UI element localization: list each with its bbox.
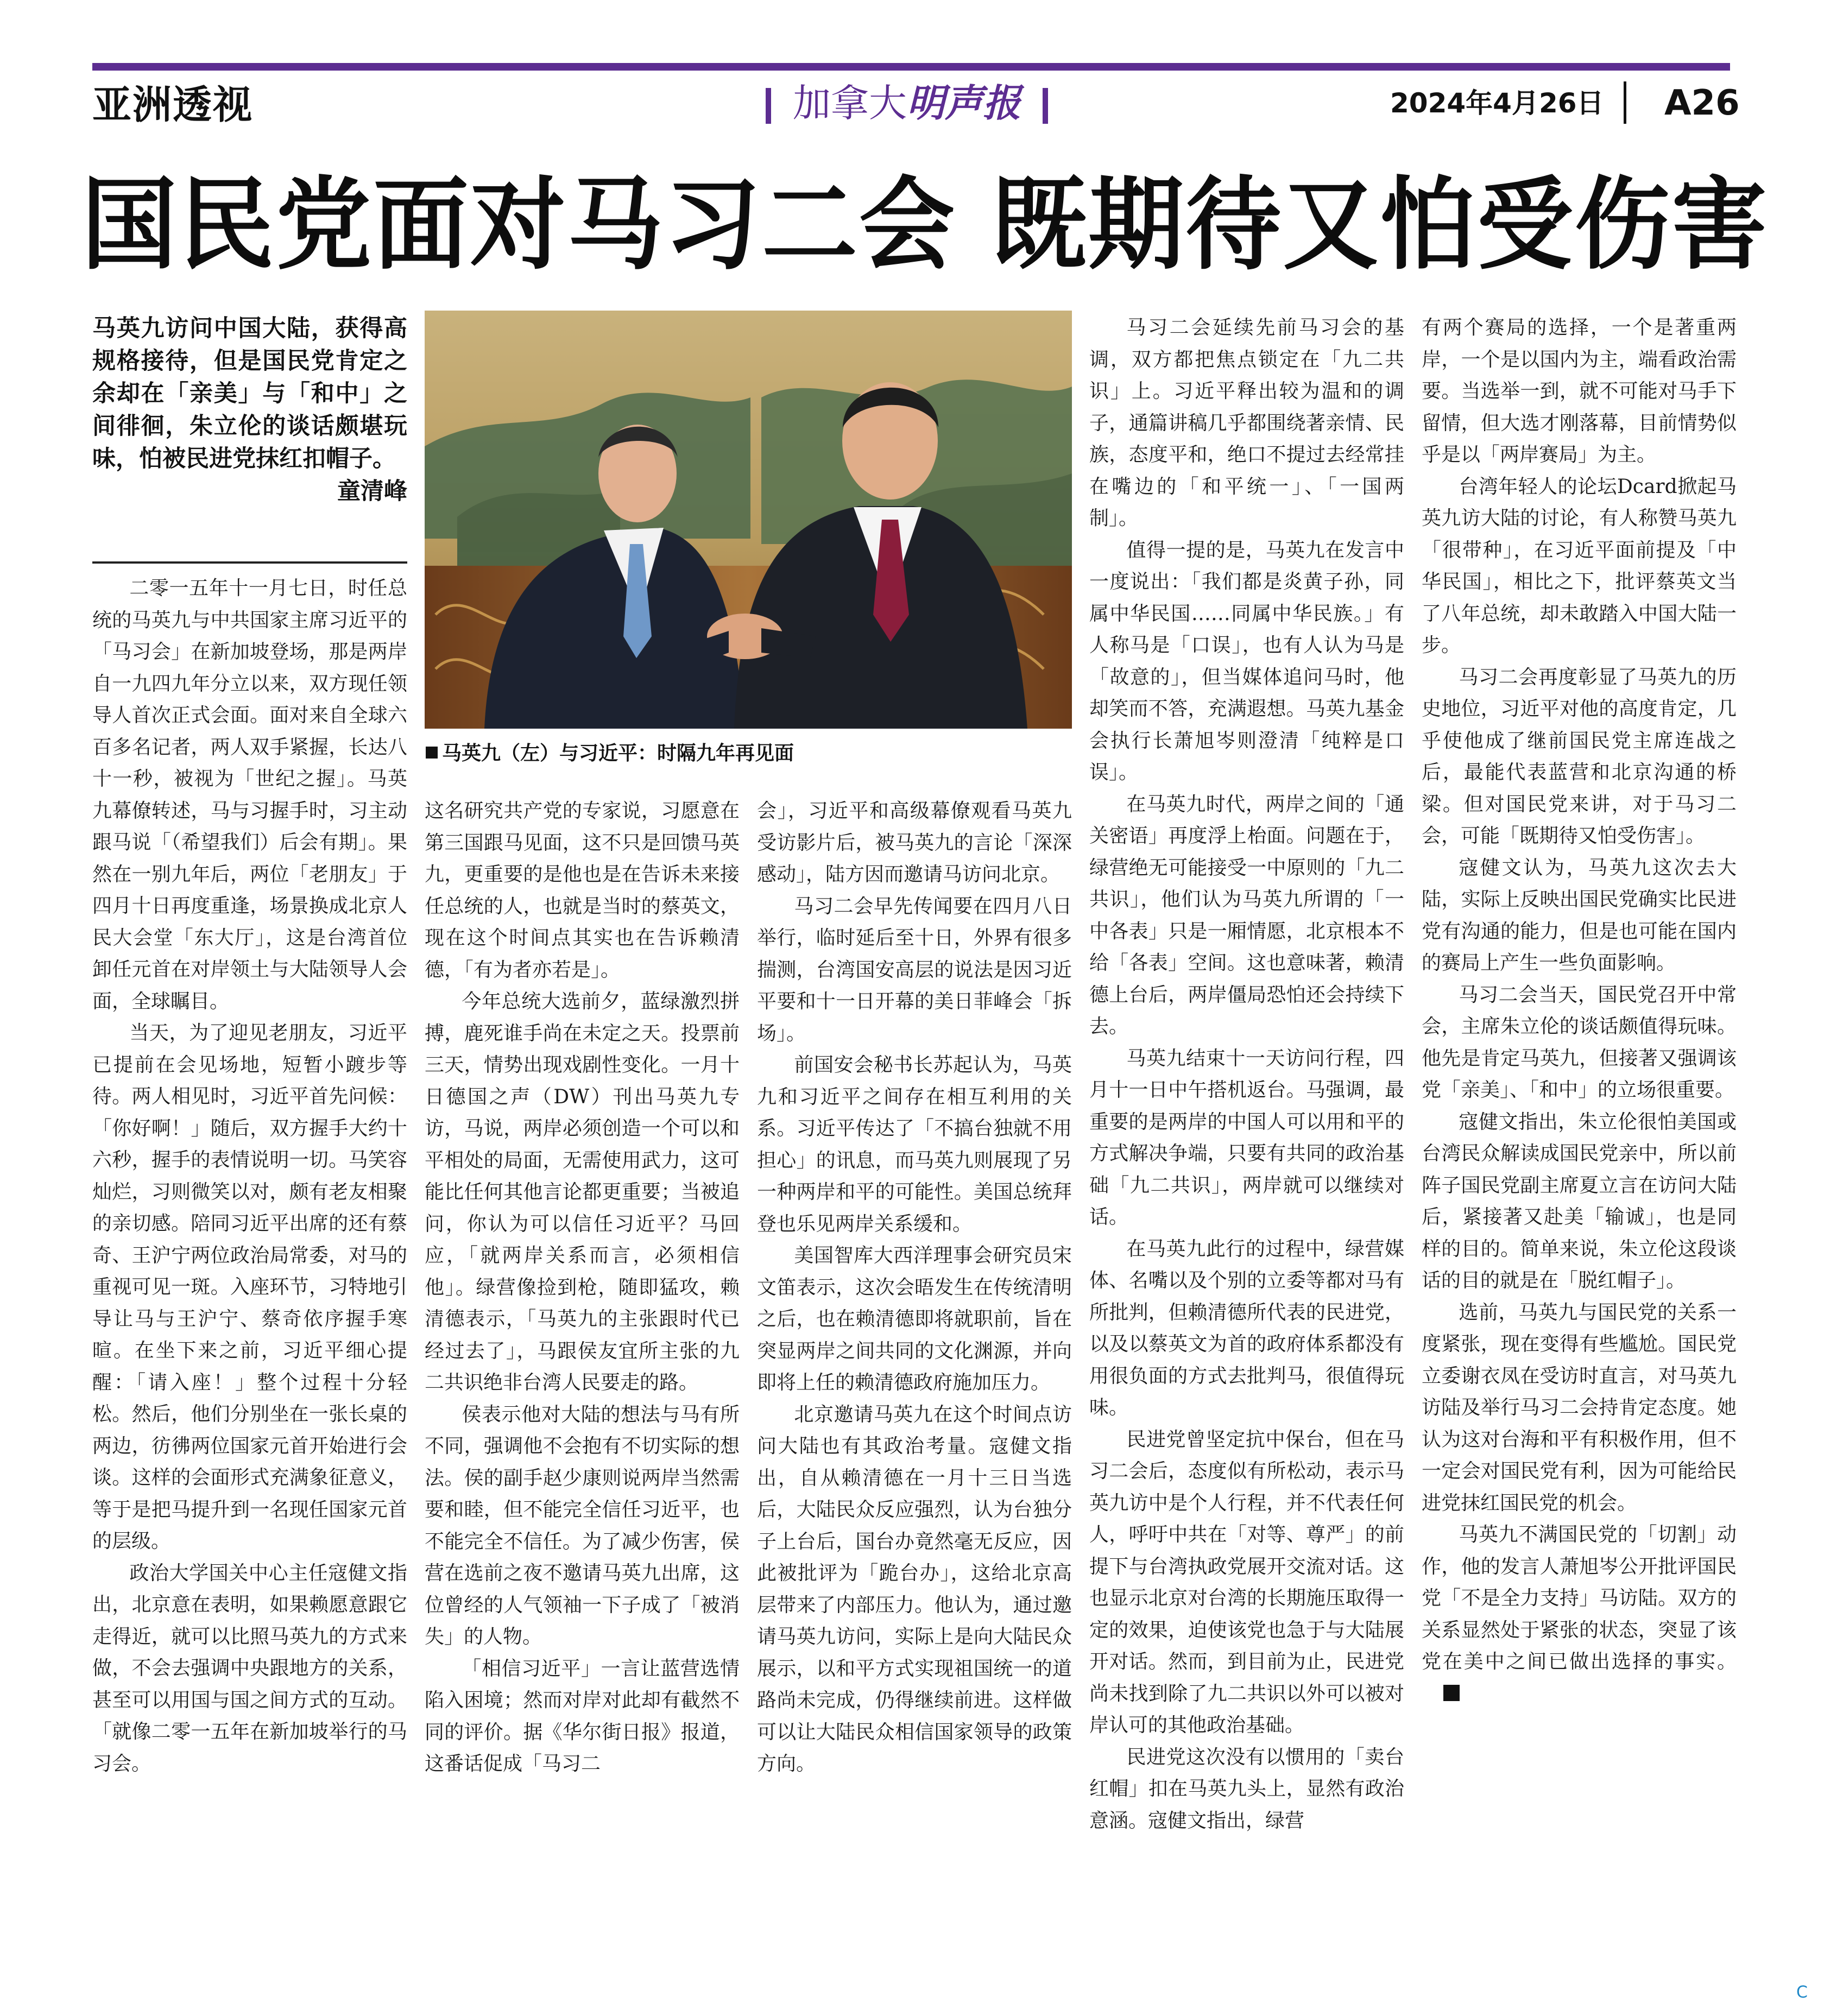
paragraph: 马习二会当天，国民党召开中常会，主席朱立伦的谈话颇值得玩味。他先是肯定马英九，但接著又强调该党「亲美」、「和中」的立场很重要。 <box>1422 983 1737 1101</box>
article-column-5 <box>1422 312 1737 1963</box>
paragraph: 值得一提的是，马英九在发言中一度说出：「我们都是炎黄子孙，同属中华民国……同属中华民族。」有人称马是「口误」，也有人认为马是「故意的」，但当媒体追问马时，他却笑而不答，充满遐想。马英九基金会执行长萧旭岑则澄清「纯粹是口误」。 <box>1089 539 1404 783</box>
caption-text: 马英九（左）与习近平：时隔九年再见面 <box>442 742 794 764</box>
paragraph: 民进党这次没有以惯用的「卖台红帽」扣在马英九头上，显然有政治意涵。寇健文指出，绿营 <box>1089 1746 1404 1832</box>
paragraph: 民进党曾坚定抗中保台，但在马习二会后，态度似有所松动，表示马英九访中是个人行程，并不代表任何人，呼吁中共在「对等、尊严」的前提下与台湾执政党展开交流对话。这也显示北京对台湾的长期施压取得一定的效果，迫使该党也急于与大陆展开对话。然而，到目前为止，民进党尚未找到除了九二共识以外可以被对岸认可的其他政治基础。 <box>1089 1428 1404 1736</box>
masthead-prefix: 加拿大 <box>793 81 907 125</box>
caption-marker <box>426 747 438 759</box>
paragraph: 马习二会再度彰显了马英九的历史地位，习近平对他的高度肯定，几乎使他成了继前国民党主席连战之后，最能代表蓝营和北京沟通的桥梁。但对国民党来讲，对于马习二会，可能「既期待又怕受伤害」。 <box>1422 666 1737 847</box>
masthead <box>744 76 1070 130</box>
byline: 童清峰 <box>337 478 407 505</box>
paragraph: 政治大学国关中心主任寇健文指出，北京意在表明，如果赖愿意跟它走得近，就可以比照马英九的方式来做，不会去强调中央跟地方的关系，甚至可以用国与国之间方式的互动。「就像二零一五年在新加坡举行的马习会。 <box>92 1562 407 1775</box>
paragraph: 北京邀请马英九在这个时间点访问大陆也有其政治考量。寇健文指出，自从赖清德在一月十三日当选后，大陆民众反应强烈，认为台独分子上台后，国台办竟然毫无反应，因此被批评为「跪台办」，这给北京高层带来了内部压力。他认为，通过邀请马英九访问，实际上是向大陆民众展示，以和平方式实现祖国统一的道路尚未完成，仍得继续前进。这样做可以让大陆民众相信国家领导的政策方向。 <box>757 1403 1072 1775</box>
paragraph: 在马英九时代，两岸之间的「通关密语」再度浮上枱面。问题在于，绿营绝无可能接受一中原则的「九二共识」，他们认为马英九所谓的「一中各表」只是一厢情愿，北京根本不给「各表」空间。这也意味著，赖清德上台后，两岸僵局恐怕还会持续下去。 <box>1089 793 1404 1038</box>
masthead-name: 明声报 <box>907 81 1021 125</box>
article-column-4 <box>1089 312 1404 1963</box>
photo-caption <box>426 738 794 769</box>
corner-mark: C <box>1796 1983 1808 2002</box>
paragraph: 台湾年轻人的论坛Dcard掀起马英九访大陆的讨论，有人称赞马英九「很带种」，在习近平面前提及「中华民国」，相比之下，批评蔡英文当了八年总统，却未敢踏入中国大陆一步。 <box>1422 475 1737 656</box>
paragraph: 马英九结束十一天访问行程，四月十一日中午搭机返台。马强调，最重要的是两岸的中国人可以用和平的方式解决争端，只要有共同的政治基础「九二共识」，两岸就可以继续对话。 <box>1089 1047 1404 1228</box>
lede-divider <box>92 561 407 564</box>
article-column-1 <box>92 573 407 1963</box>
paragraph: 当天，为了迎见老朋友，习近平已提前在会见场地，短暂小踱步等待。两人相见时，习近平首先问候：「你好啊！」随后，双方握手大约十六秒，握手的表情说明一切。马笑容灿烂，习则微笑以对，颇有老友相聚的亲切感。陪同习近平出席的还有蔡奇、王沪宁两位政治局常委，对马的重视可见一斑。入座环节，习特地引导让马与王沪宁、蔡奇依序握手寒暄。在坐下来之前，习近平细心提醒：「请入座！」整个过程十分轻松。然后，他们分别坐在一张长桌的两边，彷彿两位国家元首开始进行会谈。这样的会面形式充满象征意义，等于是把马提升到一名现任国家元首的层级。 <box>92 1022 407 1552</box>
paragraph: 这名研究共产党的专家说，习愿意在第三国跟马见面，这不只是回馈马英九，更重要的是他也是在告诉未来接任总统的人，也就是当时的蔡英文，现在这个时间点其实也在告诉赖清德，「有为者亦若是」。 <box>425 800 740 981</box>
lede <box>92 312 407 508</box>
paragraph: 今年总统大选前夕，蓝绿激烈拼搏，鹿死谁手尚在未定之天。投票前三天，情势出现戏剧性变化。一月十日德国之声（DW）刊出马英九专访，马说，两岸必须创造一个可以和平相处的局面，无需使用武力，这可能比任何其他言论都更重要；当被追问，你认为可以信任习近平？马回应，「就两岸关系而言，必须相信他」。绿营像捡到枪，随即猛攻，赖清德表示，「马英九的主张跟时代已经过去了」，马跟侯友宜所主张的九二共识绝非台湾人民要走的路。 <box>425 990 740 1394</box>
section-name: 亚洲透视 <box>92 81 254 128</box>
header-rule <box>92 63 1730 71</box>
paragraph: 寇健文指出，朱立伦很怕美国或台湾民众解读成国民党亲中，所以前阵子国民党副主席夏立言在访问大陆后，紧接著又赴美「输诚」，也是同样的目的。简单来说，朱立伦这段谈话的目的就是在「脱红帽子」。 <box>1422 1110 1737 1292</box>
paragraph: 选前，马英九与国民党的关系一度紧张，现在变得有些尴尬。国民党立委谢衣凤在受访时直言，对马英九访陆及举行马习二会持肯定态度。她认为这对台海和平有积极作用，但不一定会对国民党有利，因为可能给民进党抹红国民党的机会。 <box>1422 1301 1737 1514</box>
paragraph: 二零一五年十一月七日，时任总统的马英九与中共国家主席习近平的「马习会」在新加坡登场，那是两岸自一九四九年分立以来，双方现任领导人首次正式会面。面对来自全球六百多名记者，两人双手紧握，长达八十一秒，被视为「世纪之握」。马英九幕僚转述，马与习握手时，习主动跟马说「（希望我们）后会有期」。果然在一别九年后，两位「老朋友」于四月十日再度重逢，场景换成北京人民大会堂「东大厅」，这是台湾首位卸任元首在对岸领土与大陆领导人会面，全球瞩目。 <box>92 577 407 1013</box>
article-column-2 <box>425 795 740 1963</box>
paragraph: 前国安会秘书长苏起认为，马英九和习近平之间存在相互利用的关系。习近平传达了「不搞台独就不用担心」的讯息，而马英九则展现了另一种两岸和平的可能性。美国总统拜登也乐见两岸关系缓和。 <box>757 1054 1072 1235</box>
paragraph: 会」，习近平和高级幕僚观看马英九受访影片后，被马英九的言论「深深感动」，陆方因而邀请马访问北京。 <box>757 800 1072 886</box>
page-number: A26 <box>1664 83 1740 123</box>
paragraph: 寇健文认为，马英九这次去大陆，实际上反映出国民党确实比民进党有沟通的能力，但是也可能在国内的赛局上产生一些负面影响。 <box>1422 856 1737 974</box>
lede-text: 马英九访问中国大陆，获得高规格接待，但是国民党肯定之余却在「亲美」与「和中」之间徘徊，朱立伦的谈话颇堪玩味，怕被民进党抹红扣帽子。 <box>92 315 407 472</box>
paragraph: 马习二会延续先前马习会的基调，双方都把焦点锁定在「九二共识」上。习近平释出较为温和的调子，通篇讲稿几乎都围绕著亲情、民族，态度平和，绝口不提过去经常挂在嘴边的「和平统一」、「一国两制」。 <box>1089 317 1404 529</box>
paragraph <box>1422 1519 1737 1710</box>
masthead-bar-left <box>766 88 771 124</box>
end-of-article-mark <box>1443 1685 1460 1701</box>
header-divider <box>1624 81 1626 124</box>
headline: 国民党面对马习二会 既期待又怕受伤害 <box>81 166 1769 284</box>
publication-date: 2024年4月26日 <box>1390 87 1604 119</box>
paragraph: 美国智库大西洋理事会研究员宋文笛表示，这次会晤发生在传统清明之后，也在赖清德即将就职前，旨在突显两岸之间共同的文化渊源，并向即将上任的赖清德政府施加压力。 <box>757 1244 1072 1394</box>
paragraph: 「相信习近平」一言让蓝营选情陷入困境；然而对岸对此却有截然不同的评价。据《华尔街日报》报道，这番话促成「马习二 <box>425 1657 740 1775</box>
paragraph: 在马英九此行的过程中，绿营媒体、名嘴以及个别的立委等都对马有所批判，但赖清德所代表的民进党，以及以蔡英文为首的政府体系都没有用很负面的方式去批判马，很值得玩味。 <box>1089 1237 1404 1419</box>
article-column-3 <box>757 795 1072 1963</box>
news-photo <box>425 311 1072 729</box>
paragraph: 有两个赛局的选择，一个是著重两岸，一个是以国内为主，端看政治需要。当选举一到，就不可能对马手下留情，但大选才刚落幕，目前情势似乎是以「两岸赛局」为主。 <box>1422 317 1737 466</box>
paragraph-text: 马英九不满国民党的「切割」动作，他的发言人萧旭岑公开批评国民党「不是全力支持」马访陆。双方的关系显然处于紧张的状态，突显了该党在美中之间已做出选择的事实。 <box>1422 1524 1737 1673</box>
paragraph: 侯表示他对大陆的想法与马有所不同，强调他不会抱有不切实际的想法。侯的副手赵少康则说两岸当然需要和睦，但不能完全信任习近平，也不能完全不信任。为了减少伤害，侯营在选前之夜不邀请马英九出席，这位曾经的人气领袖一下子成了「被消失」的人物。 <box>425 1403 740 1648</box>
masthead-bar-right <box>1043 88 1048 124</box>
paragraph: 马习二会早先传闻要在四月八日举行，临时延后至十日，外界有很多揣测，台湾国安高层的说法是因习近平要和十一日开幕的美日菲峰会「拆场」。 <box>757 895 1072 1045</box>
photo-illustration <box>425 311 1072 729</box>
